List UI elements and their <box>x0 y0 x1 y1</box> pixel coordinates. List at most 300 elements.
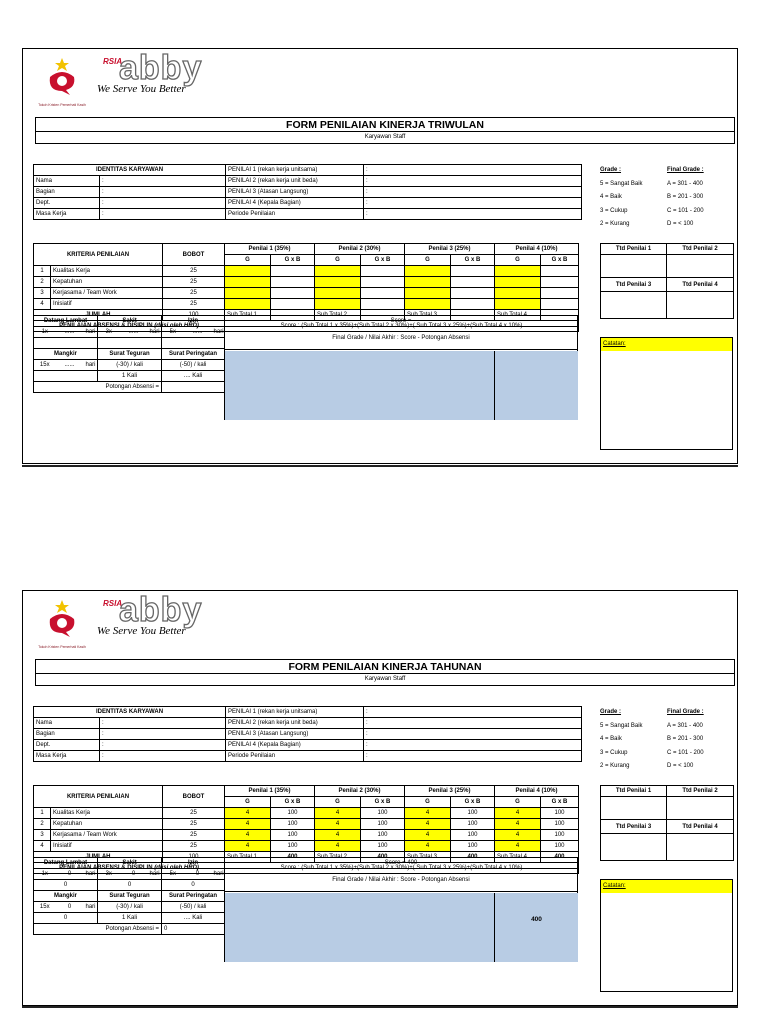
gxb-value <box>541 299 579 310</box>
grade-input[interactable]: 4 <box>405 830 451 841</box>
grade-input[interactable] <box>495 266 541 277</box>
potongan-value <box>162 382 225 393</box>
score-panel <box>224 857 578 962</box>
form-subtitle: Karyawan Staff <box>364 676 406 682</box>
signature-table <box>600 785 734 861</box>
final-formula: Final Grade / Nilai Akhir : Score - Potongan Absensi <box>225 327 577 350</box>
potongan-label: Potongan Absensi = <box>34 924 162 935</box>
grade-input[interactable] <box>315 266 361 277</box>
subtotal-value: 400 <box>451 852 495 863</box>
penilai-field: PENILAI 1 (rekan kerja unitsama) <box>226 707 364 718</box>
penilai-value[interactable]: : <box>364 165 582 176</box>
final-value: 400 <box>495 893 578 962</box>
grade-input[interactable] <box>225 299 271 310</box>
abs-cell: 5x <box>162 327 184 338</box>
gxb-value <box>541 288 579 299</box>
signature-box[interactable] <box>601 255 667 278</box>
abs-cell[interactable]: 0 <box>184 869 212 880</box>
mangkir-cell: 15x <box>34 360 56 371</box>
g-header: G <box>315 255 361 266</box>
criteria-name: Kerjasama / Team Work <box>51 830 163 841</box>
criteria-name: Kepatuhan <box>51 277 163 288</box>
evaluation-form <box>22 590 738 1006</box>
criteria-no: 1 <box>34 808 51 819</box>
penilai-field: PENILAI 2 (rekan kerja unit beda) <box>226 176 364 187</box>
abs-header: Sakit <box>98 858 162 869</box>
kriteria-header: KRITERIA PENILAIAN <box>34 244 163 266</box>
gxb-header: G x B <box>361 255 405 266</box>
mangkir-total: 0 <box>34 913 98 924</box>
penilai-field: Periode Penilaian <box>226 751 364 762</box>
grade-input[interactable]: 4 <box>495 819 541 830</box>
catatan-box[interactable] <box>600 337 733 450</box>
gxb-header: G x B <box>451 255 495 266</box>
bobot-header: BOBOT <box>163 244 225 266</box>
logo-tagline: We Serve You Better <box>97 83 186 95</box>
penilai-field: PENILAI 2 (rekan kerja unit beda) <box>226 718 364 729</box>
penilai-header: Penilai 2 (30%) <box>315 786 405 797</box>
jumlah-label: JUMLAH <box>34 310 163 321</box>
absensi-note: (diisi oleh HRD) <box>154 865 199 871</box>
signature-box[interactable] <box>601 834 667 861</box>
final-formula: Final Grade / Nilai Akhir : Score - Potongan Absensi <box>225 869 577 892</box>
gxb-header: G x B <box>361 797 405 808</box>
final-grade-item: B = 201 - 300 <box>667 194 704 200</box>
criteria-no: 4 <box>34 841 51 852</box>
surat-peringatan-cell: (-50) / kali <box>162 360 225 371</box>
identity-field-value[interactable]: : <box>100 740 226 751</box>
identity-field-value[interactable]: : <box>100 729 226 740</box>
gxb-value <box>451 299 495 310</box>
organization-logo-text: Tokoh Kristen Pemerhati Kasih <box>38 645 86 649</box>
grade-title: Grade : <box>600 167 622 173</box>
grade-input[interactable]: 4 <box>315 819 361 830</box>
criteria-row <box>34 819 579 830</box>
criteria-bobot: 25 <box>163 808 225 819</box>
gxb-value: 100 <box>451 808 495 819</box>
abs-total <box>34 338 98 349</box>
grade-input[interactable]: 4 <box>225 841 271 852</box>
gxb-value <box>361 288 405 299</box>
surat-peringatan-header: Surat Peringatan <box>162 891 225 902</box>
absensi-header-text: PENILAIAN ABSENSI & DISIPLIN <box>59 323 153 329</box>
identity-field-label: Masa Kerja <box>34 751 100 762</box>
subtotal-label: Sub Total 2 <box>315 310 361 321</box>
ttd-label: Ttd Penilai 4 <box>667 820 734 834</box>
penilai-field: PENILAI 4 (Kepala Bagian) <box>226 740 364 751</box>
gxb-value: 100 <box>271 830 315 841</box>
identity-field-value[interactable]: : <box>100 187 226 198</box>
criteria-bobot: 25 <box>163 266 225 277</box>
jumlah-bobot: 100 <box>163 310 225 321</box>
g-header: G <box>225 797 271 808</box>
g-header: G <box>225 255 271 266</box>
gxb-value: 100 <box>541 830 579 841</box>
subtotal-label: Sub Total 3 <box>405 852 451 863</box>
grade-input[interactable] <box>225 277 271 288</box>
penilai-field: PENILAI 3 (Atasan Langsung) <box>226 187 364 198</box>
gxb-value: 100 <box>541 819 579 830</box>
criteria-bobot: 25 <box>163 841 225 852</box>
abs-cell: 3x <box>98 327 120 338</box>
logo-brand-top: RSIA <box>103 599 123 608</box>
gxb-value <box>541 266 579 277</box>
gxb-value <box>451 277 495 288</box>
criteria-bobot: 25 <box>163 830 225 841</box>
criteria-row <box>34 830 579 841</box>
grade-input[interactable]: 4 <box>495 830 541 841</box>
grade-legend <box>600 164 643 232</box>
criteria-no: 2 <box>34 819 51 830</box>
form-title: FORM PENILAIAN KINERJA TRIWULAN <box>36 118 734 132</box>
ttd-label: Ttd Penilai 1 <box>601 786 667 797</box>
gxb-value: 100 <box>361 819 405 830</box>
gxb-header: G x B <box>541 797 579 808</box>
gxb-value <box>451 266 495 277</box>
gxb-value <box>271 299 315 310</box>
final-grade-item: B = 201 - 300 <box>667 736 704 742</box>
bobot-header: BOBOT <box>163 786 225 808</box>
grade-item: 3 = Cukup <box>600 749 628 756</box>
criteria-bobot: 25 <box>163 299 225 310</box>
grade-item: 2 = Kurang <box>600 221 630 227</box>
criteria-row <box>34 266 579 277</box>
grade-item: 5 = Sangat Baik <box>600 180 643 187</box>
criteria-no: 3 <box>34 830 51 841</box>
penilai-value[interactable]: : <box>364 729 582 740</box>
criteria-name: Inisiatif <box>51 299 163 310</box>
identity-field-value[interactable]: : <box>100 718 226 729</box>
subtotal-label: Sub Total 1 <box>225 852 271 863</box>
surat-teguran-cell: (-30) / kali <box>98 902 162 913</box>
criteria-row <box>34 299 579 310</box>
final-value-area <box>225 893 495 962</box>
grade-input[interactable]: 4 <box>315 841 361 852</box>
surat-teguran-header: Surat Teguran <box>98 891 162 902</box>
abs-cell: hari <box>84 327 98 338</box>
abs-cell[interactable]: ...... <box>120 327 148 338</box>
grade-input[interactable] <box>495 299 541 310</box>
gxb-header: G x B <box>271 797 315 808</box>
absensi-note: (diisi oleh HRD) <box>154 323 199 329</box>
identity-field-value[interactable]: : <box>100 176 226 187</box>
grade-item: 3 = Cukup <box>600 207 628 214</box>
abs-total <box>162 338 225 349</box>
surat-peringatan-header: Surat Peringatan <box>162 349 225 360</box>
grade-item: 5 = Sangat Baik <box>600 722 643 729</box>
gxb-value: 100 <box>271 819 315 830</box>
abs-cell[interactable]: 0 <box>120 869 148 880</box>
score-formula: Score : (Sub Total 1 x 35%)+(Sub Total 2 x 30%)+( Sub Total 3 x 25%)+(Sub Total 4 x 10%) <box>225 321 579 332</box>
subtotal-label: Sub Total 4 <box>495 310 541 321</box>
abs-total: 0 <box>162 880 225 891</box>
abs-cell[interactable]: 0 <box>56 869 84 880</box>
form-title-box <box>35 117 735 144</box>
signature-box[interactable] <box>667 797 734 820</box>
grade-input[interactable] <box>315 277 361 288</box>
form-title: FORM PENILAIAN KINERJA TAHUNAN <box>36 660 734 674</box>
grade-input[interactable]: 4 <box>225 808 271 819</box>
mangkir-header: Mangkir <box>34 349 98 360</box>
penilai-header: Penilai 4 (10%) <box>495 786 579 797</box>
gxb-value <box>271 288 315 299</box>
criteria-name: Kepatuhan <box>51 819 163 830</box>
subtotal-value: 400 <box>271 852 315 863</box>
logo-brand-top: RSIA <box>103 57 123 66</box>
grade-input[interactable]: 4 <box>495 841 541 852</box>
grade-item: 4 = Baik <box>600 194 622 200</box>
signature-box[interactable] <box>667 834 734 861</box>
abs-header: Sakit <box>98 316 162 327</box>
criteria-name: Kualitas Kerja <box>51 808 163 819</box>
ttd-label: Ttd Penilai 3 <box>601 820 667 834</box>
absensi-header-text: PENILAIAN ABSENSI & DISIPLIN <box>59 865 153 871</box>
surat-teguran-cell: (-30) / kali <box>98 360 162 371</box>
grade-input[interactable]: 4 <box>225 819 271 830</box>
penilai-header: Penilai 4 (10%) <box>495 244 579 255</box>
absensi-table <box>33 857 225 935</box>
potongan-label: Potongan Absensi = <box>34 382 162 393</box>
criteria-bobot: 25 <box>163 277 225 288</box>
criteria-no: 3 <box>34 288 51 299</box>
final-grade-item: A = 301 - 400 <box>667 180 703 187</box>
score-result: Score = 400 <box>225 858 577 869</box>
grade-input[interactable] <box>315 288 361 299</box>
grade-item: 4 = Baik <box>600 736 622 742</box>
final-grade-item: C = 101 - 200 <box>667 749 704 756</box>
criteria-bobot: 25 <box>163 819 225 830</box>
final-grade-item: C = 101 - 200 <box>667 207 704 214</box>
abs-total <box>98 338 162 349</box>
criteria-no: 1 <box>34 266 51 277</box>
penilai-value[interactable]: : <box>364 176 582 187</box>
grade-input[interactable]: 4 <box>225 830 271 841</box>
grade-input[interactable] <box>495 288 541 299</box>
surat-peringatan-count: .... Kali <box>162 913 225 924</box>
ttd-label: Ttd Penilai 3 <box>601 278 667 292</box>
gxb-value <box>271 266 315 277</box>
grade-input[interactable]: 4 <box>405 841 451 852</box>
abs-cell: 1x <box>34 327 56 338</box>
mangkir-cell: hari <box>84 360 98 371</box>
criteria-row <box>34 277 579 288</box>
final-grade-legend <box>667 164 704 232</box>
identity-table <box>33 164 582 220</box>
gxb-value: 100 <box>541 841 579 852</box>
penilai-field: PENILAI 4 (Kepala Bagian) <box>226 198 364 209</box>
identity-field-label: Dept. <box>34 198 100 209</box>
gxb-value: 100 <box>271 808 315 819</box>
subtotal-value: 400 <box>541 852 579 863</box>
gxb-value <box>361 299 405 310</box>
rsia-abby-logo <box>97 49 213 99</box>
penilai-value[interactable]: : <box>364 187 582 198</box>
signature-box[interactable] <box>667 292 734 319</box>
grade-input[interactable] <box>225 288 271 299</box>
gxb-value <box>271 277 315 288</box>
grade-input[interactable]: 4 <box>405 808 451 819</box>
criteria-no: 4 <box>34 299 51 310</box>
potongan-value: 0 <box>162 924 225 935</box>
abs-cell: hari <box>148 327 162 338</box>
gxb-header: G x B <box>451 797 495 808</box>
logo-brand: abby <box>119 591 203 629</box>
abs-cell: 3x <box>98 869 120 880</box>
form-subtitle: Karyawan Staff <box>364 134 406 140</box>
criteria-no: 2 <box>34 277 51 288</box>
penilai-value[interactable]: : <box>364 740 582 751</box>
identity-field-value[interactable]: : <box>100 209 226 220</box>
surat-teguran-count: 1 Kali <box>98 371 162 382</box>
grade-title: Grade : <box>600 709 622 715</box>
form-bottom-line <box>22 465 738 467</box>
gxb-value <box>361 266 405 277</box>
gxb-value: 100 <box>451 819 495 830</box>
penilai-value[interactable]: : <box>364 718 582 729</box>
g-header: G <box>495 797 541 808</box>
identity-field-label: Nama <box>34 718 100 729</box>
identity-field-label: Nama <box>34 176 100 187</box>
logo-brand: abby <box>119 49 203 87</box>
mangkir-total <box>34 371 98 382</box>
penilai-field: PENILAI 1 (rekan kerja unitsama) <box>226 165 364 176</box>
identity-field-label: Bagian <box>34 729 100 740</box>
score-formula: Score : (Sub Total 1 x 35%)+(Sub Total 2 x 30%)+( Sub Total 3 x 25%)+(Sub Total 4 x 10%) <box>225 863 579 874</box>
penilai-field: Periode Penilaian <box>226 209 364 220</box>
gxb-value <box>361 277 405 288</box>
catatan-label: Catatan: <box>601 880 732 893</box>
criteria-bobot: 25 <box>163 288 225 299</box>
subtotal-label: Sub Total 3 <box>405 310 451 321</box>
organization-logo-text: Tokoh Kristen Pemerhati Kasih <box>38 103 86 107</box>
signature-box[interactable] <box>601 797 667 820</box>
mangkir-header: Mangkir <box>34 891 98 902</box>
grade-item: 2 = Kurang <box>600 763 630 769</box>
gxb-value <box>541 277 579 288</box>
surat-peringatan-count: .... Kali <box>162 371 225 382</box>
abs-cell: hari <box>212 869 225 880</box>
identity-field-value[interactable]: : <box>100 751 226 762</box>
jumlah-bobot: 100 <box>163 852 225 863</box>
abs-cell[interactable]: ...... <box>56 327 84 338</box>
identity-header: IDENTITAS KARYAWAN <box>34 707 226 718</box>
subtotal-label: Sub Total 1 <box>225 310 271 321</box>
abs-cell: hari <box>148 869 162 880</box>
criteria-row <box>34 288 579 299</box>
form-title-box <box>35 659 735 686</box>
final-grade-title: Final Grade : <box>667 167 704 173</box>
catatan-box[interactable] <box>600 879 733 992</box>
ttd-label: Ttd Penilai 1 <box>601 244 667 255</box>
grade-input[interactable]: 4 <box>315 808 361 819</box>
g-header: G <box>495 255 541 266</box>
gxb-header: G x B <box>271 255 315 266</box>
penilai-header: Penilai 2 (30%) <box>315 244 405 255</box>
penilai-value[interactable]: : <box>364 198 582 209</box>
grade-input[interactable]: 4 <box>405 819 451 830</box>
identity-field-label: Bagian <box>34 187 100 198</box>
final-value-area <box>225 351 495 420</box>
mangkir-cell: hari <box>84 902 98 913</box>
grade-input[interactable] <box>495 277 541 288</box>
abs-cell: 1x <box>34 869 56 880</box>
gxb-value: 100 <box>541 808 579 819</box>
penilai-field: PENILAI 3 (Atasan Langsung) <box>226 729 364 740</box>
mangkir-input[interactable]: ...... <box>56 360 84 371</box>
grade-input[interactable] <box>405 299 451 310</box>
abs-cell: hari <box>84 869 98 880</box>
identity-field-label: Dept. <box>34 740 100 751</box>
grade-input[interactable] <box>405 266 451 277</box>
score-panel <box>224 315 578 420</box>
penilai-value[interactable]: : <box>364 751 582 762</box>
grade-input[interactable]: 4 <box>315 830 361 841</box>
penilai-value[interactable]: : <box>364 209 582 220</box>
grade-legend <box>600 706 643 774</box>
ttd-label: Ttd Penilai 4 <box>667 278 734 292</box>
final-grade-item: D = < 100 <box>667 221 694 227</box>
grade-input[interactable] <box>405 277 451 288</box>
signature-box[interactable] <box>601 292 667 319</box>
surat-teguran-header: Surat Teguran <box>98 349 162 360</box>
penilai-value[interactable]: : <box>364 707 582 718</box>
identity-header: IDENTITAS KARYAWAN <box>34 165 226 176</box>
abs-total: 0 <box>34 880 98 891</box>
mangkir-input[interactable]: 0 <box>56 902 84 913</box>
kriteria-header: KRITERIA PENILAIAN <box>34 786 163 808</box>
final-grade-item: A = 301 - 400 <box>667 722 703 729</box>
grade-input[interactable]: 4 <box>495 808 541 819</box>
g-header: G <box>405 255 451 266</box>
final-grade-item: D = < 100 <box>667 763 694 769</box>
surat-peringatan-cell: (-50) / kali <box>162 902 225 913</box>
criteria-name: Kerjasama / Team Work <box>51 288 163 299</box>
penilai-header: Penilai 3 (25%) <box>405 786 495 797</box>
identity-field-label: Masa Kerja <box>34 209 100 220</box>
grade-input[interactable] <box>405 288 451 299</box>
final-grade-title: Final Grade : <box>667 709 704 715</box>
signature-table <box>600 243 734 319</box>
form-bottom-line <box>22 1006 738 1008</box>
gxb-header: G x B <box>541 255 579 266</box>
evaluation-form <box>22 48 738 464</box>
score-result: Score = <box>225 316 577 327</box>
criteria-row <box>34 841 579 852</box>
jumlah-label: JUMLAH <box>34 852 163 863</box>
abs-cell[interactable]: ...... <box>184 327 212 338</box>
identity-field-value[interactable]: : <box>100 198 226 209</box>
criteria-row <box>34 808 579 819</box>
surat-teguran-count: 1 Kali <box>98 913 162 924</box>
gxb-value: 100 <box>361 808 405 819</box>
abs-header: Datang Lambat <box>34 858 98 869</box>
final-value <box>495 351 578 420</box>
rsia-abby-logo <box>97 591 213 641</box>
gxb-value: 100 <box>451 841 495 852</box>
abs-cell: hari <box>212 327 225 338</box>
penilai-header: Penilai 1 (35%) <box>225 244 315 255</box>
catatan-label: Catatan: <box>601 338 732 351</box>
abs-total: 0 <box>98 880 162 891</box>
logo-tagline: We Serve You Better <box>97 625 186 637</box>
grade-input[interactable] <box>315 299 361 310</box>
signature-box[interactable] <box>667 255 734 278</box>
grade-input[interactable] <box>225 266 271 277</box>
mangkir-cell: 15x <box>34 902 56 913</box>
gxb-value: 100 <box>361 830 405 841</box>
g-header: G <box>405 797 451 808</box>
criteria-name: Kualitas Kerja <box>51 266 163 277</box>
